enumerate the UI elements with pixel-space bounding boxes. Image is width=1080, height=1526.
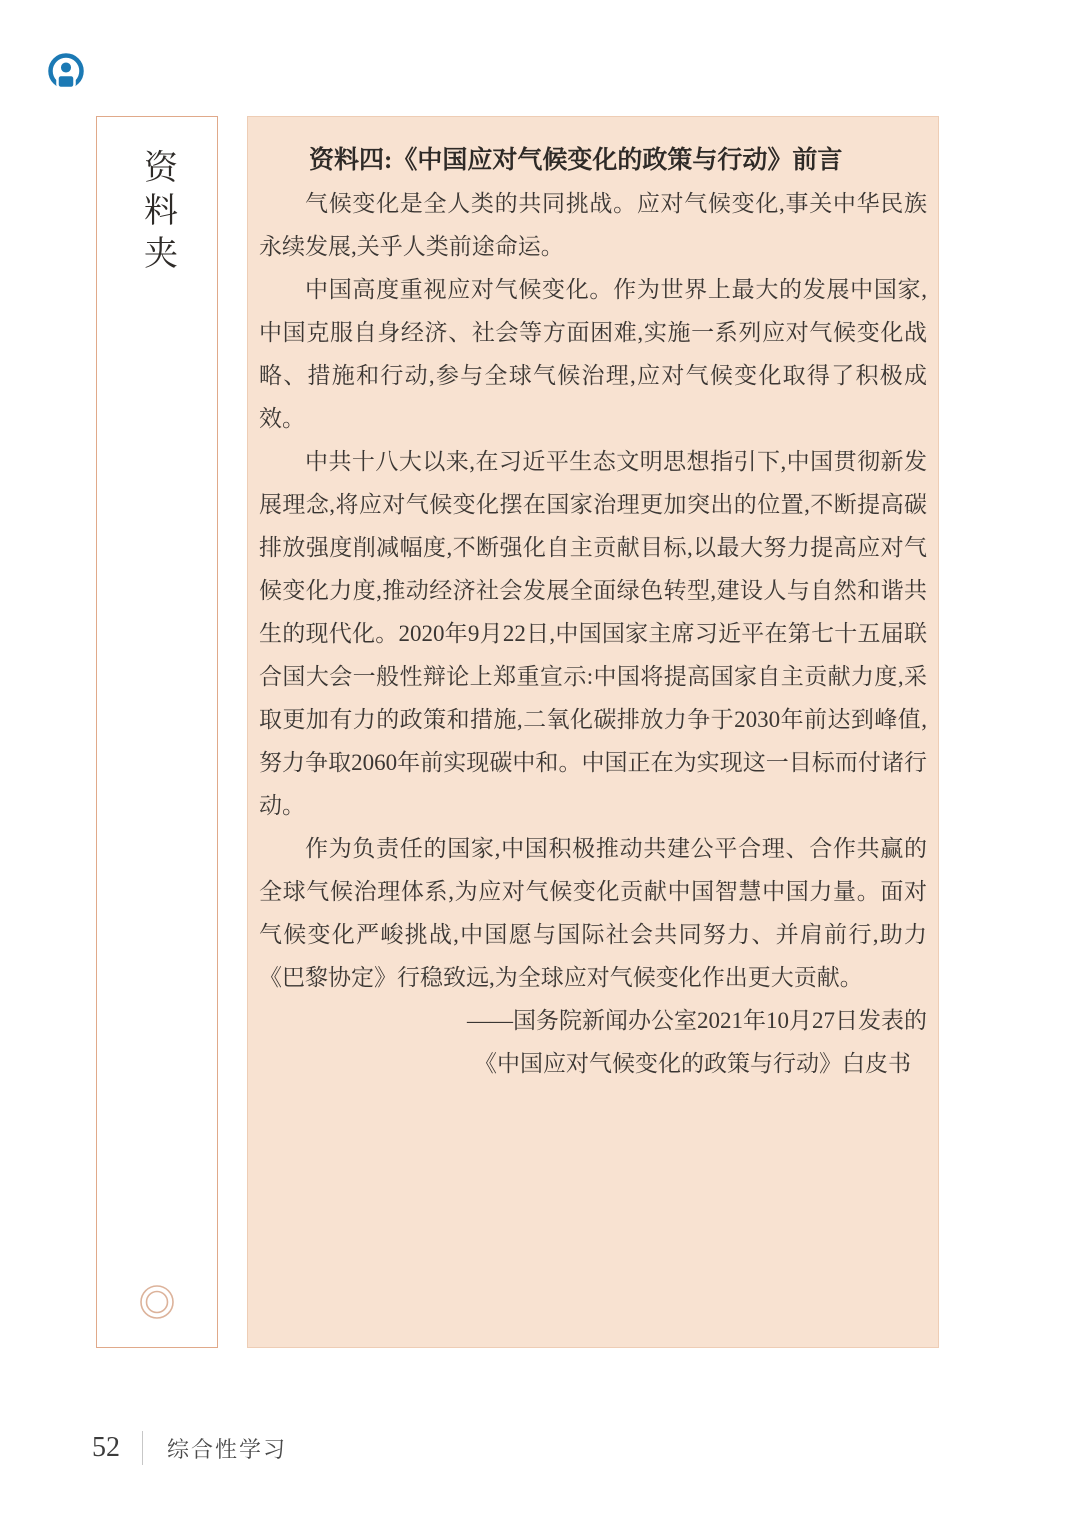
material-paragraph: 中国高度重视应对气候变化。作为世界上最大的发展中国家,中国克服自身经济、社会等方面困难,实施一系列应对气候变化战略、措施和行动,参与全球气候治理,应对气候变化取得了积极成效。 <box>259 277 927 431</box>
section-label: 综合性学习 <box>167 1436 288 1462</box>
page-number: 52 <box>92 1432 120 1463</box>
page-footer <box>92 1426 287 1470</box>
concentric-rings-icon <box>138 1283 176 1321</box>
source-attribution <box>259 999 927 1085</box>
user-avatar-icon <box>46 52 86 92</box>
material-paragraph: 气候变化是全人类的共同挑战。应对气候变化,事关中华民族永续发展,关乎人类前途命运。 <box>259 191 927 259</box>
material-paragraph: 中共十八大以来,在习近平生态文明思想指引下,中国贯彻新发展理念,将应对气候变化摆在国家治理更加突出的位置,不断提高碳排放强度削减幅度,不断强化自主贡献目标,以最大努力提高应对气候变化力度,推动经济社会发展全面绿色转型,建设人与自然和谐共生的现代化。2020年9月22日,中国国家主席习近平在第七十五届联合国大会一般性辩论上郑重宣示:中国将提高国家自主贡献力度,采取更加有力的政策和措施,二氧化碳排放力争于2030年前达到峰值,努力争取2060年前实现碳中和。中国正在为实现这一目标而付诸行动。 <box>259 449 928 818</box>
footer-divider <box>142 1431 143 1465</box>
material-paragraph: 作为负责任的国家,中国积极推动共建公平合理、合作共赢的全球气候治理体系,为应对气候变化贡献中国智慧中国力量。面对气候变化严峻挑战,中国愿与国际社会共同努力、并肩前行,助力《巴黎协定》行稳致远,为全球应对气候变化作出更大贡献。 <box>259 836 927 990</box>
attribution-source-line: ——国务院新闻办公室2021年10月27日发表的 <box>467 1008 927 1033</box>
material-title: 资料四:《中国应对气候变化的政策与行动》前言 <box>309 147 843 174</box>
sidebar-tab-materials-folder <box>96 116 218 1348</box>
materials-content-panel <box>247 116 939 1348</box>
attribution-document-line: 《中国应对气候变化的政策与行动》白皮书 <box>474 1051 911 1076</box>
sidebar-tab-label: 资料夹 <box>138 149 176 278</box>
